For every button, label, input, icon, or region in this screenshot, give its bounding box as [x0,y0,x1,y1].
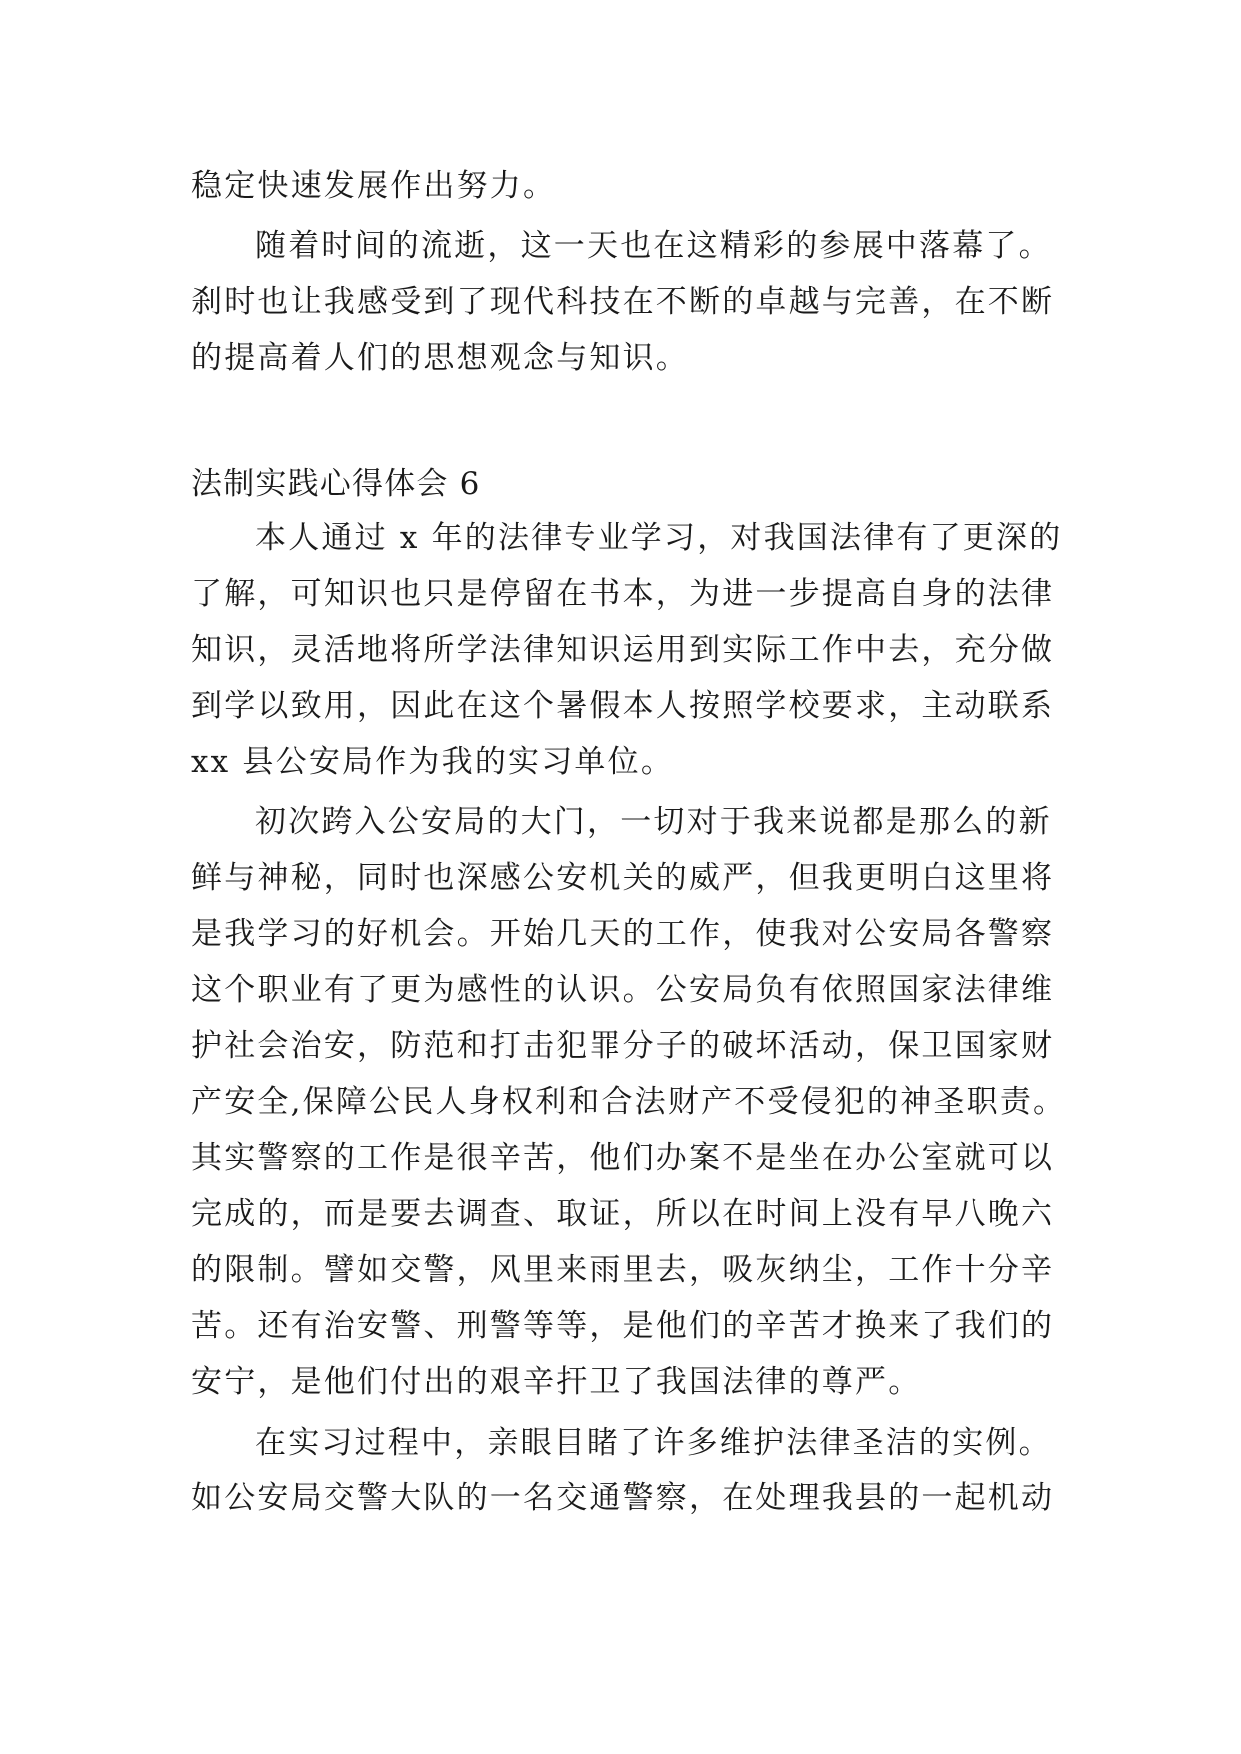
text-line: 其实警察的工作是很辛苦，他们办案不是坐在办公室就可以 [191,1140,1055,1176]
text-line: 了解，可知识也只是停留在书本，为进一步提高自身的法律 [191,576,1055,612]
text-line: 苦。还有治安警、刑警等等，是他们的辛苦才换来了我们的 [191,1308,1055,1344]
text-line: 完成的，而是要去调查、取证，所以在时间上没有早八晚六 [191,1196,1055,1232]
text-line: 的提高着人们的思想观念与知识。 [191,340,689,376]
text-line: 在实习过程中，亲眼目睹了许多维护法律圣洁的实例。 [255,1425,1052,1461]
text-line: 产安全,保障公民人身权利和合法财产不受侵犯的神圣职责。 [191,1084,1067,1120]
text-line: 随着时间的流逝，这一天也在这精彩的参展中落幕了。 [255,228,1052,264]
text-line: 初次跨入公安局的大门，一切对于我来说都是那么的新 [255,804,1052,840]
text-line: 护社会治安，防范和打击犯罪分子的破坏活动，保卫国家财 [191,1028,1055,1064]
text-line: 刹时也让我感受到了现代科技在不断的卓越与完善，在不断 [191,284,1055,320]
text-line: 本人通过 x 年的法律专业学习，对我国法律有了更深的 [255,520,1063,556]
text-line: 是我学习的好机会。开始几天的工作，使我对公安局各警察 [191,916,1055,952]
text-line: 这个职业有了更为感性的认识。公安局负有依照国家法律维 [191,972,1055,1008]
text-line: 如公安局交警大队的一名交通警察，在处理我县的一起机动 [191,1480,1055,1516]
text-line: 安宁，是他们付出的艰辛扞卫了我国法律的尊严。 [191,1364,922,1400]
text-line: 稳定快速发展作出努力。 [191,168,557,204]
text-line: 到学以致用，因此在这个暑假本人按照学校要求，主动联系 [191,688,1055,724]
text-line: 的限制。譬如交警，风里来雨里去，吸灰纳尘，工作十分辛 [191,1252,1055,1288]
text-line: 鲜与神秘，同时也深感公安机关的威严，但我更明白这里将 [191,860,1055,896]
text-line: xx 县公安局作为我的实习单位。 [191,744,675,780]
text-line: 知识，灵活地将所学法律知识运用到实际工作中去，充分做 [191,632,1055,668]
section-heading: 法制实践心得体会 6 [191,466,481,502]
